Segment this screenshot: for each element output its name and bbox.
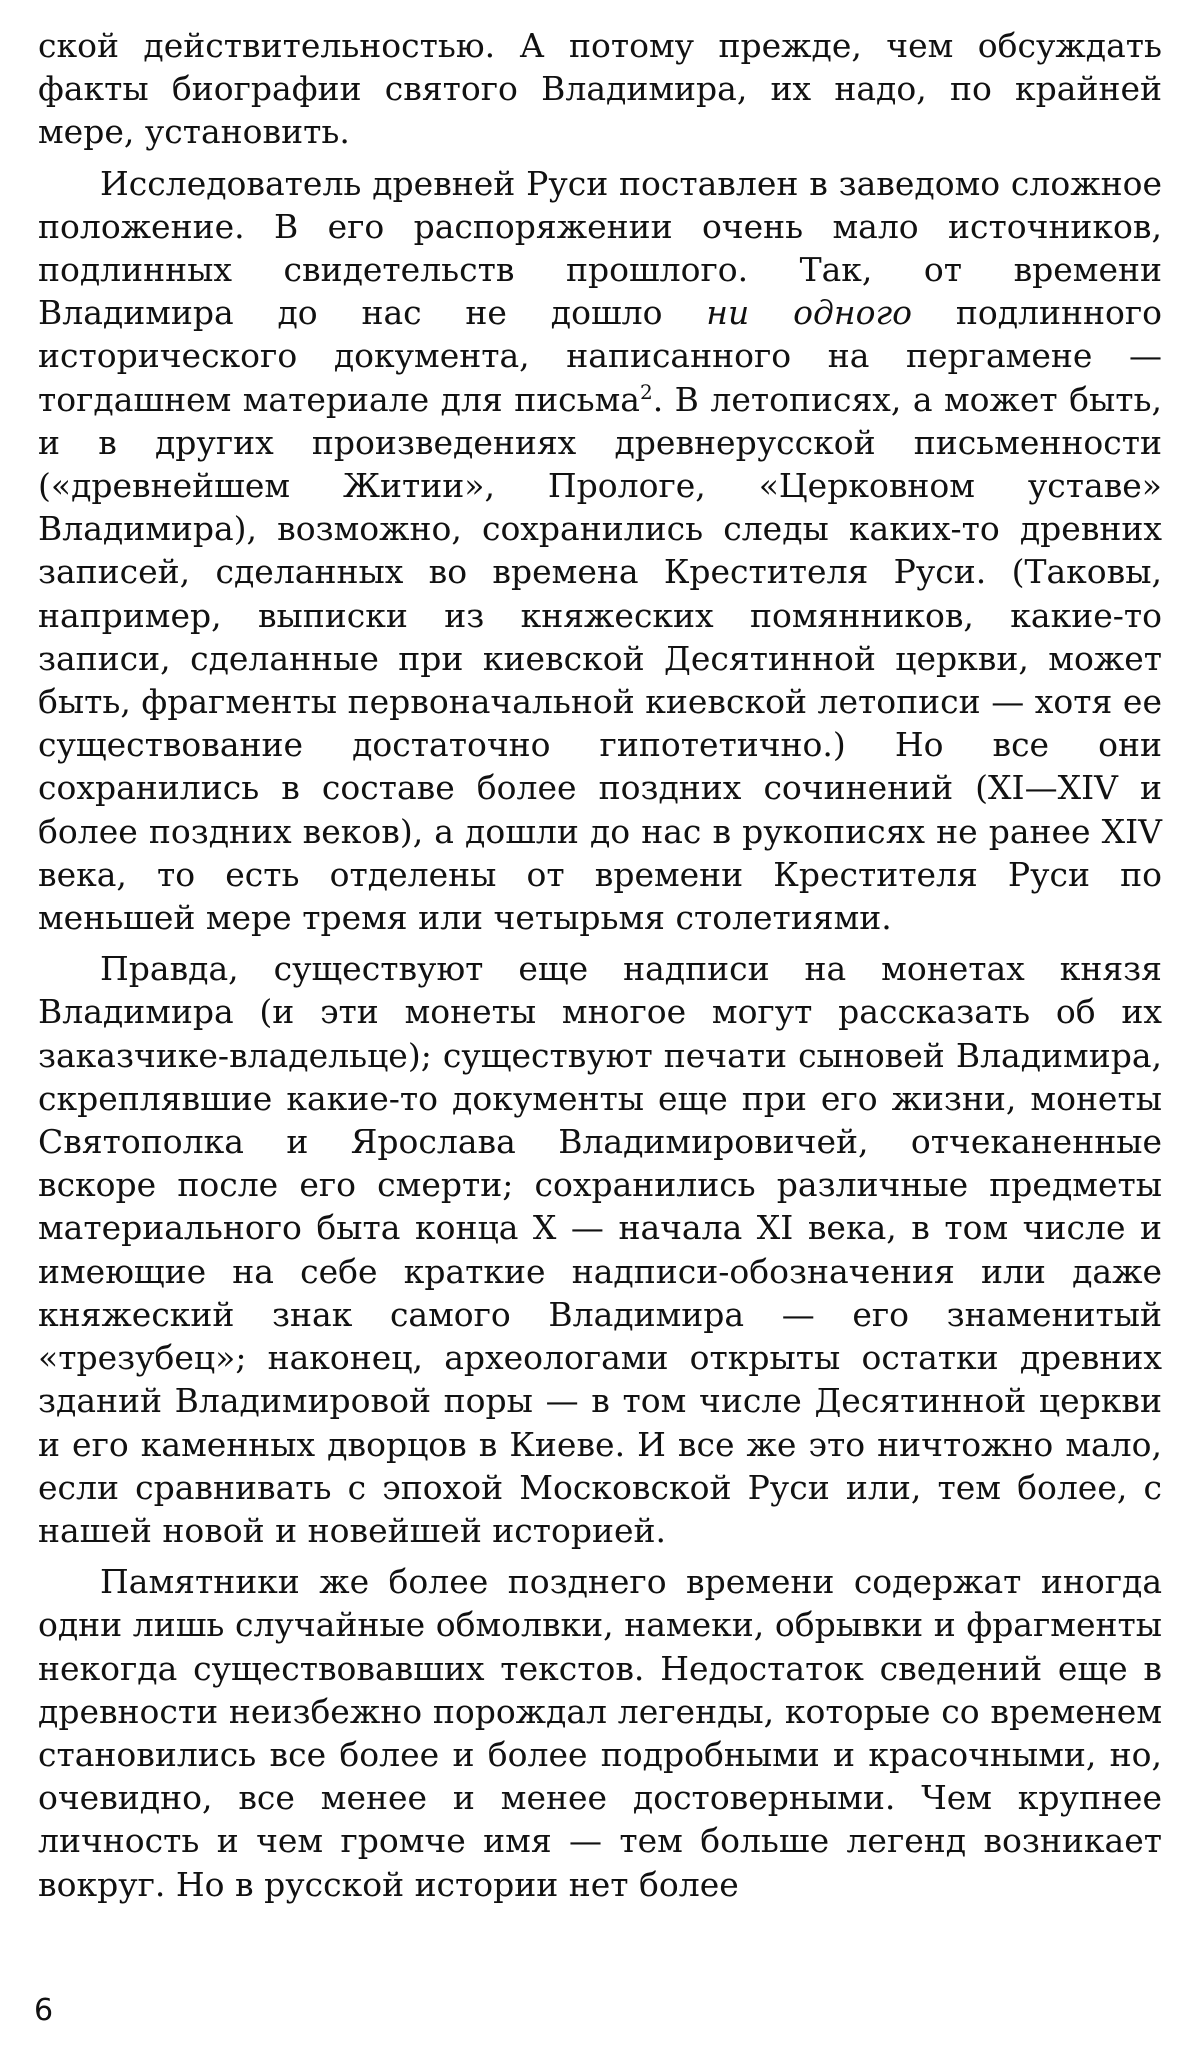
- paragraph-2-end: . В летописях, а может быть, и в других произведениях древнерусской письменности («древнейшем Житии», Прологе, «Церковном уставе» Владимира), возможно, сохранились следы каких-то древних записей, сделанных во времена Крестителя Руси. (Таковы, например, выписки из княжеских помянников, какие-то записи, сделанные при киевской Десятинной церкви, может быть, фрагменты первоначальной киевской летописи — хотя ее существование достаточно гипотетично.) Но все они сохранились в составе более поздних сочинений (XI—XIV и более поздних веков), а дошли до нас в рукописях не ранее XIV века, то есть отделены от времени Крестителя Руси по меньшей мере тремя или четырьмя столетиями.: [38, 379, 1162, 938]
- emphasis-text: ни одного: [706, 293, 913, 333]
- paragraph-3: Правда, существуют еще надписи на монетах князя Владимира (и эти монеты многое могут рассказать об их заказчике-владельце); существуют печати сыновей Владимира, скреплявшие какие-то документы еще при его жизни, монеты Святополка и Ярослава Владимировичей, отчеканенные вскоре после его смерти; сохранились различные предметы материального быта конца X — начала XI века, в том числе и имеющие на себе краткие надписи-обозначения или даже княжеский знак самого Владимира — его знаменитый «трезубец»; наконец, археологами открыты остатки древних зданий Владимировой поры — в том числе Десятинной церкви и его каменных дворцов в Киеве. И все же это ничтожно мало, если сравнивать с эпохой Московской Руси или, тем более, с нашей новой и новейшей историей.: [38, 949, 1162, 1550]
- paragraph-4: Памятники же более позднего времени содержат иногда одни лишь случайные обмолвки, намеки, обрывки и фрагменты некогда существовавших текстов. Недостаток сведений еще в древности неизбежно порождал легенды, которые со временем становились все более и более подробными и красочными, но, очевидно, все менее и менее достоверными. Чем крупнее личность и чем громче имя — тем больше легенд возникает вокруг. Но в русской истории нет более: [38, 1562, 1162, 1904]
- body-text: [38, 24, 1162, 1914]
- paragraph-1: ской действительностью. А потому прежде, чем обсуждать факты биографии святого Владимира, их надо, по крайней мере, установить.: [38, 26, 1162, 152]
- page-number: 6: [34, 1993, 54, 2028]
- paragraph-2-start: Исследователь древней Руси поставлен в заведомо сложное положение. В его распоряжении очень мало источников, подлинных свидетельств прошлого. Так, от времени Владимира до нас не дошло: [38, 163, 1162, 333]
- footnote-mark: 2: [639, 379, 653, 404]
- paragraph-2: [38, 162, 1162, 940]
- paragraph-2-middle: подлинного исторического документа, написанного на пергамене — тогдашнем материале для письма: [38, 293, 1162, 419]
